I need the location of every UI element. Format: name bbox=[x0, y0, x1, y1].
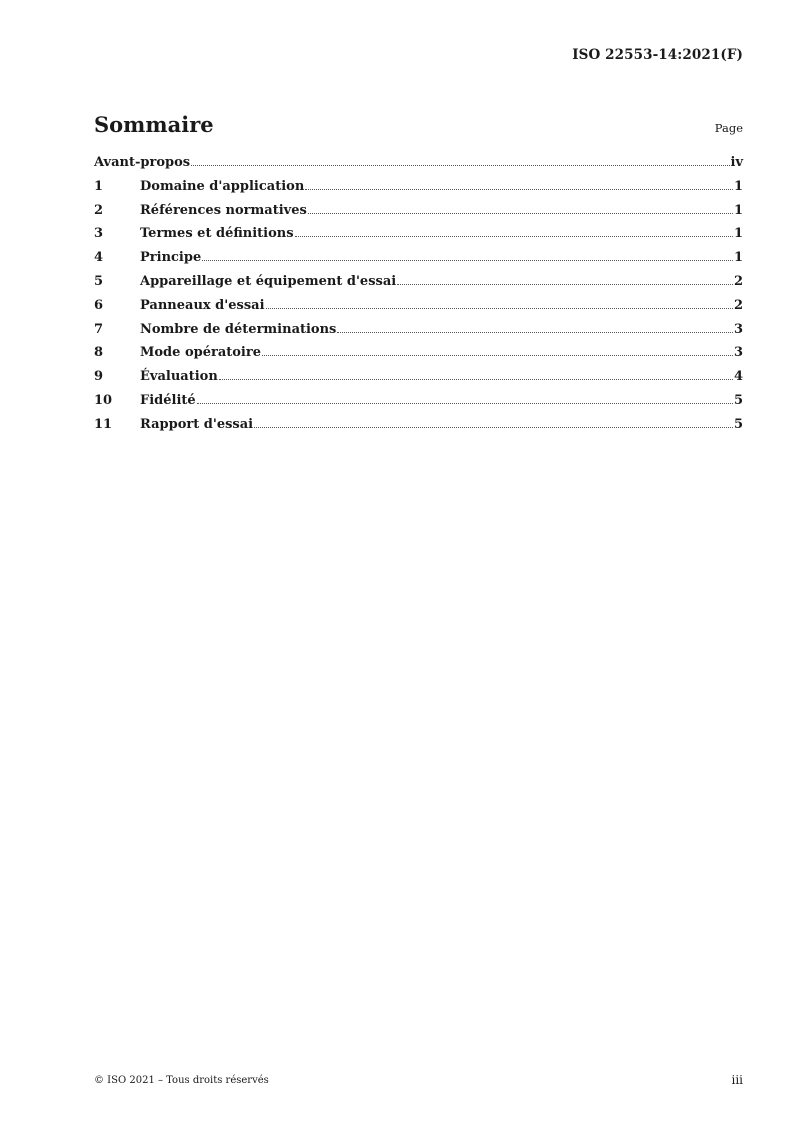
page-column-label: Page bbox=[714, 121, 743, 135]
toc-entry-page: iv bbox=[730, 155, 743, 170]
toc-dot-leader bbox=[337, 331, 733, 333]
toc-entry-11[interactable] bbox=[94, 417, 743, 441]
document-id: ISO 22553-14:2021(F) bbox=[572, 47, 743, 63]
toc-dot-leader bbox=[266, 307, 733, 309]
toc-entry-10[interactable] bbox=[94, 393, 743, 417]
toc-entry-number: 11 bbox=[94, 416, 113, 432]
toc-entry-3[interactable] bbox=[94, 226, 743, 250]
toc-entry-number: 7 bbox=[94, 321, 104, 337]
toc-dot-leader bbox=[197, 402, 733, 404]
toc-entry-page: 5 bbox=[733, 416, 743, 432]
toc-dot-leader bbox=[305, 188, 733, 190]
toc-entry-label: Mode opératoire bbox=[140, 345, 261, 361]
toc-entry-number: 8 bbox=[94, 345, 104, 361]
toc-entry-page: 1 bbox=[733, 226, 743, 242]
toc-entry-6[interactable] bbox=[94, 298, 743, 322]
toc-entry-page: 1 bbox=[733, 178, 743, 194]
toc-entry-9[interactable] bbox=[94, 369, 743, 393]
toc-entry-number: 2 bbox=[94, 202, 104, 218]
toc-entry-page: 1 bbox=[733, 250, 743, 266]
toc-dot-leader bbox=[219, 378, 733, 380]
toc-entry-page: 5 bbox=[733, 392, 743, 408]
toc-title-row bbox=[94, 112, 743, 137]
toc-entry-label: Évaluation bbox=[140, 369, 218, 385]
toc-entry-2[interactable] bbox=[94, 203, 743, 227]
toc-entry-label: Avant-propos bbox=[94, 155, 191, 170]
toc-dot-leader bbox=[397, 283, 733, 285]
toc-dot-leader bbox=[254, 426, 733, 428]
toc-dot-leader bbox=[308, 212, 733, 214]
toc-entry-label: Termes et définitions bbox=[140, 226, 294, 242]
footer-copyright: © ISO 2021 – Tous droits réservés bbox=[94, 1075, 269, 1086]
toc-entry-label: Nombre de déterminations bbox=[140, 321, 337, 337]
toc-dot-leader bbox=[262, 354, 733, 356]
toc-entry-number: 3 bbox=[94, 226, 104, 242]
toc-entry-page: 2 bbox=[733, 297, 743, 313]
toc-entry-number: 6 bbox=[94, 297, 104, 313]
toc-entry-page: 3 bbox=[733, 345, 743, 361]
toc-dot-leader bbox=[202, 259, 733, 261]
toc-entry-7[interactable] bbox=[94, 322, 743, 346]
table-of-contents bbox=[94, 155, 743, 441]
toc-dot-leader bbox=[191, 164, 729, 166]
toc-entry-label: Références normatives bbox=[140, 202, 307, 218]
toc-entry-page: 4 bbox=[733, 369, 743, 385]
toc-entry-number: 1 bbox=[94, 178, 104, 194]
toc-entry-label: Panneaux d'essai bbox=[140, 297, 265, 313]
toc-title: Sommaire bbox=[94, 112, 214, 137]
toc-entry-4[interactable] bbox=[94, 250, 743, 274]
toc-entry-label: Principe bbox=[140, 250, 202, 266]
toc-entry-label: Appareillage et équipement d'essai bbox=[140, 273, 397, 289]
toc-entry-number: 4 bbox=[94, 250, 104, 266]
toc-entry-page: 2 bbox=[733, 273, 743, 289]
toc-dot-leader bbox=[295, 235, 733, 237]
toc-entry-label: Rapport d'essai bbox=[140, 416, 254, 432]
toc-entry-label: Domaine d'application bbox=[140, 178, 305, 194]
footer-page-number: iii bbox=[731, 1073, 743, 1087]
toc-entry-avant-propos[interactable] bbox=[94, 155, 743, 179]
toc-entry-page: 3 bbox=[733, 321, 743, 337]
toc-entry-1[interactable] bbox=[94, 179, 743, 203]
toc-entry-number: 10 bbox=[94, 392, 113, 408]
toc-entry-page: 1 bbox=[733, 202, 743, 218]
toc-entry-number: 9 bbox=[94, 369, 104, 385]
toc-entry-label: Fidélité bbox=[140, 392, 196, 408]
toc-entry-5[interactable] bbox=[94, 274, 743, 298]
toc-entry-number: 5 bbox=[94, 273, 104, 289]
toc-entry-8[interactable] bbox=[94, 345, 743, 369]
